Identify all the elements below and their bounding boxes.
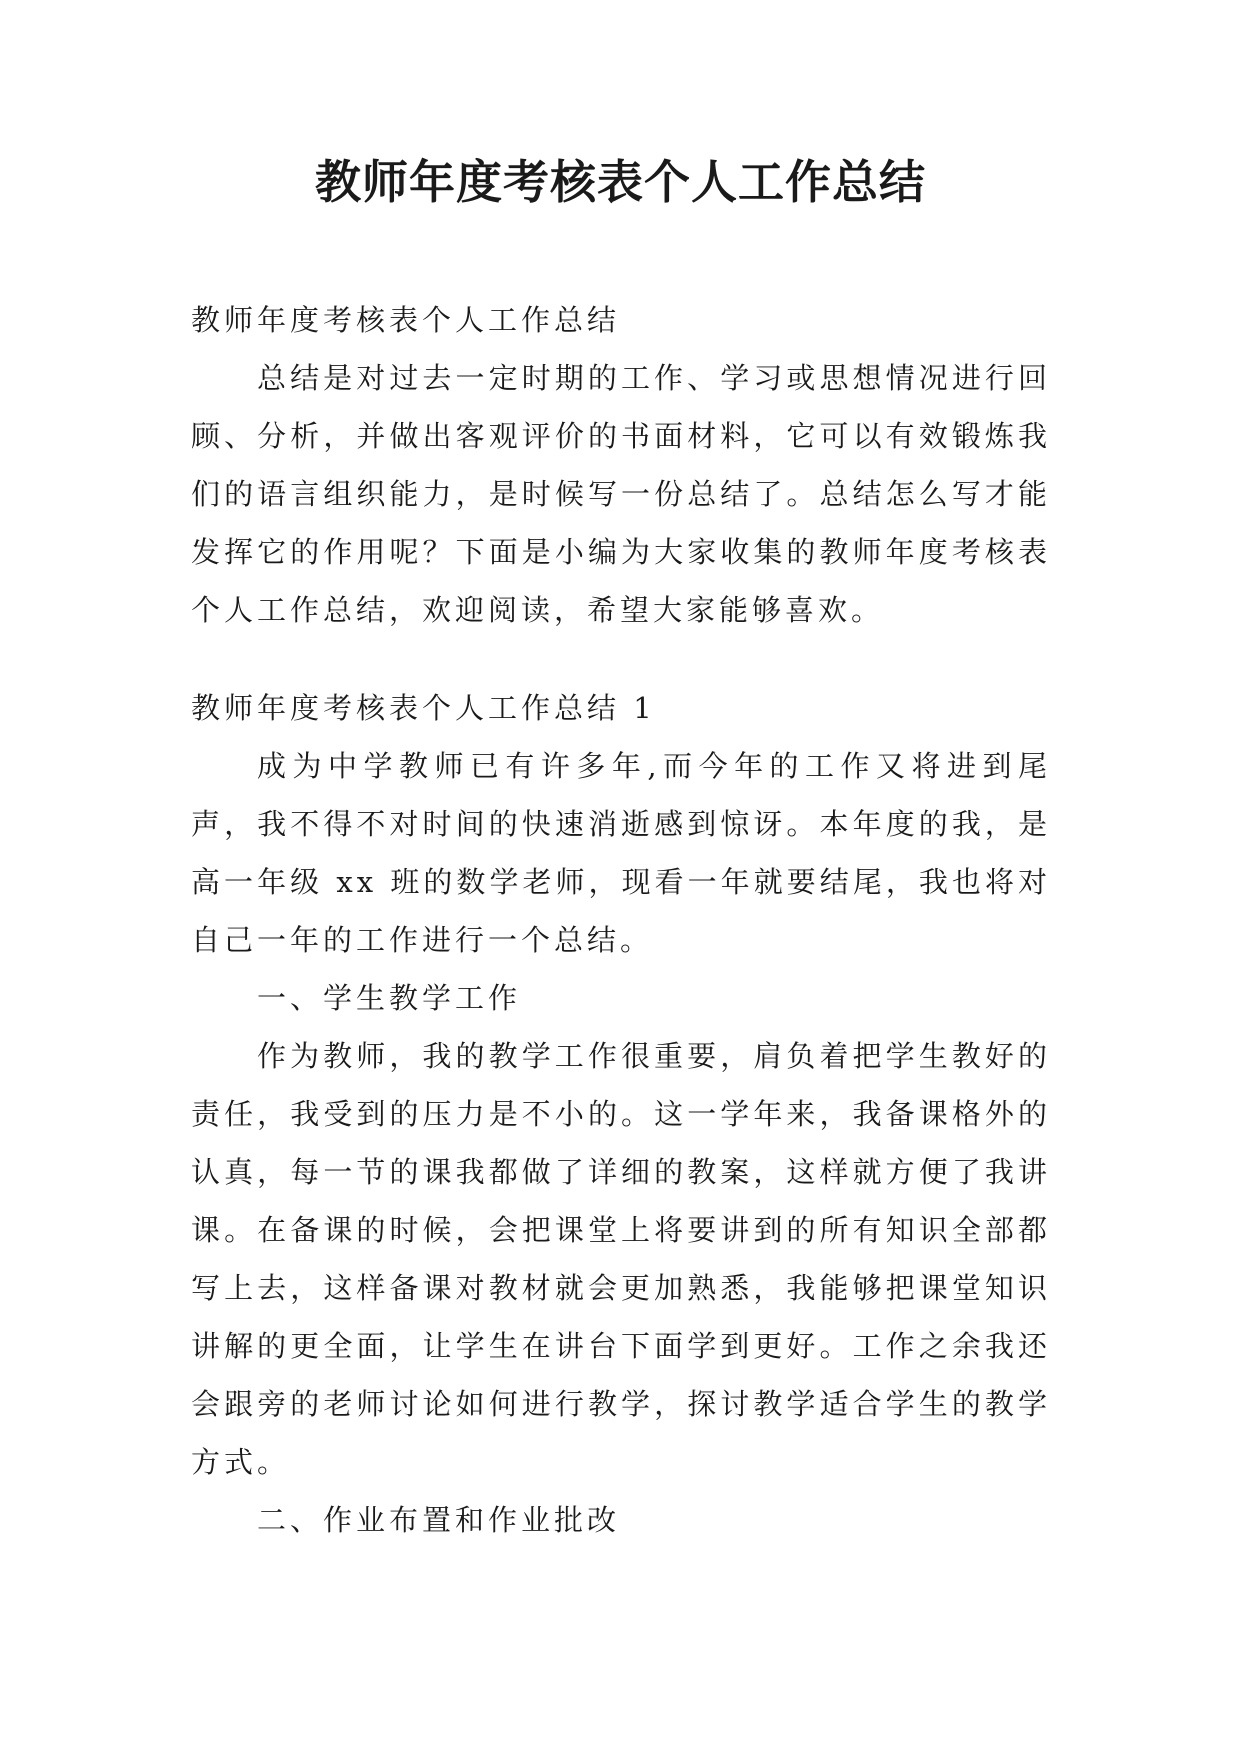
intro-paragraph: 总结是对过去一定时期的工作、学习或思想情况进行回顾、分析，并做出客观评价的书面材料，它可以有效锻炼我们的语言组织能力，是时候写一份总结了。总结怎么写才能发挥它的作用呢？下面是小编为大家收集的教师年度考核表个人工作总结，欢迎阅读，希望大家能够喜欢。: [191, 361, 1051, 627]
subheading-homework: 二、作业布置和作业批改: [257, 1503, 621, 1537]
subheading-teaching: 一、学生教学工作: [257, 981, 522, 1015]
document-heading: 教师年度考核表个人工作总结: [191, 303, 621, 337]
teaching-paragraph: 作为教师，我的教学工作很重要，肩负着把学生教好的责任，我受到的压力是不小的。这一学年来，我备课格外的认真，每一节的课我都做了详细的教案，这样就方便了我讲课。在备课的时候，会把课堂上将要讲到的所有知识全部都写上去，这样备课对教材就会更加熟悉，我能够把课堂知识讲解的更全面，让学生在讲台下面学到更好。工作之余我还会跟旁的老师讨论如何进行教学，探讨教学适合学生的教学方式。: [191, 1039, 1051, 1479]
section-paragraph: 成为中学教师已有许多年,而今年的工作又将进到尾声，我不得不对时间的快速消逝感到惊讶。本年度的我，是高一年级 xx 班的数学老师，现看一年就要结尾，我也将对自己一年的工作进行一个总结。: [191, 749, 1051, 957]
section-title: 教师年度考核表个人工作总结 1: [191, 691, 656, 725]
document-title: 教师年度考核表个人工作总结: [315, 155, 926, 209]
document-body: [191, 291, 1051, 1549]
